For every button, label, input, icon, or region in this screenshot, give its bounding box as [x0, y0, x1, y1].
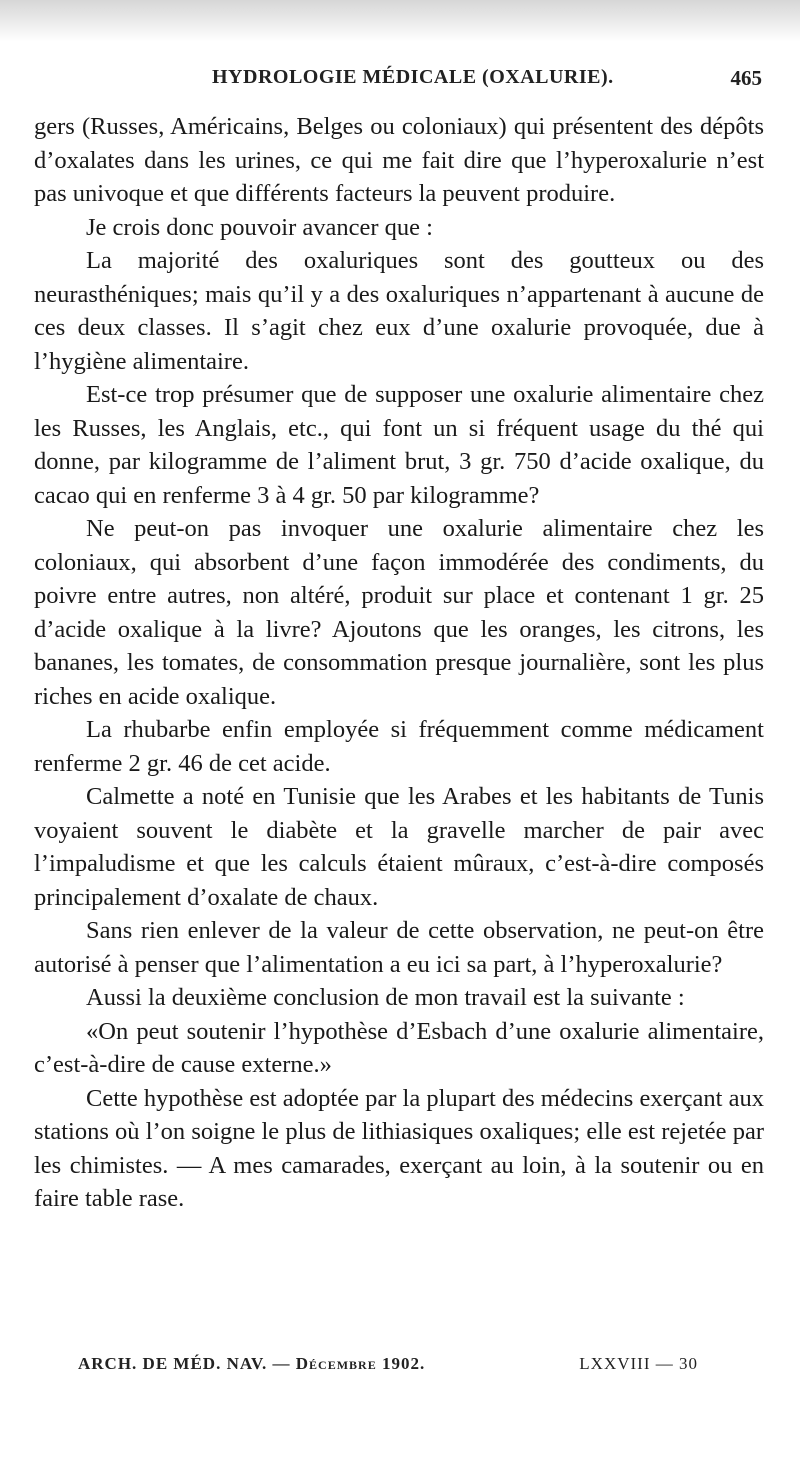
- paragraph: Je crois donc pouvoir avancer que :: [86, 213, 433, 241]
- paragraph: Calmette a noté en Tunisie que les Arabes et les habitants de Tunis voyaient souvent le diabète et la gravelle marcher de pair avec l’impaludisme et que les calculs étaient mûraux, c’est-à-dire composés principalement d’oxalate de chaux.: [34, 783, 764, 911]
- footer-volume-signature: LXXVIII — 30: [579, 1354, 698, 1373]
- paragraph: Est-ce trop présumer que de supposer une oxalurie alimentaire chez les Russes, les Anglais, etc., qui font un si fréquent usage du thé qui donne, par kilogramme de l’aliment brut, 3 gr. 750 d’acide oxalique, du cacao qui en renferme 3 à 4 gr. 50 par kilogramme?: [34, 381, 764, 509]
- paragraph: La rhubarbe enfin employée si fréquemment comme médicament renferme 2 gr. 46 de cet acide.: [34, 716, 764, 777]
- page-footer: [78, 1354, 698, 1384]
- paragraph: Cette hypothèse est adoptée par la plupart des médecins exerçant aux stations où l’on soigne le plus de lithiasiques oxaliques; elle est rejetée par les chimistes. — A mes camarades, exerçant au loin, à la soutenir ou en faire table rase.: [34, 1084, 764, 1212]
- paragraph: Aussi la deuxième conclusion de mon travail est la suivante :: [86, 984, 685, 1011]
- running-title: HYDROLOGIE MÉDICALE (OXALURIE).: [212, 66, 614, 88]
- footer-journal-reference: ARCH. DE MÉD. NAV. — Décembre 1902.: [78, 1354, 426, 1373]
- paragraph-continuation: gers (Russes, Américains, Belges ou coloniaux) qui présentent des dépôts d’oxalates dans les urines, ce qui me fait dire que l’hyperoxalurie n’est pas univoque et que différents facteurs la peuvent produire.: [34, 113, 764, 207]
- paragraph: Ne peut-on pas invoquer une oxalurie alimentaire chez les coloniaux, qui absorbent d’une façon immodérée des condiments, du poivre entre autres, non altéré, produit sur place et contenant 1 gr. 25 d’acide oxalique à la livre? Ajoutons que les oranges, les citrons, les bananes, les tomates, de consommation presque journalière, sont les plus riches en acide oxalique.: [34, 515, 764, 710]
- paragraph: Sans rien enlever de la valeur de cette observation, ne peut-on être autorisé à penser que l’alimentation a eu ici sa part, à l’hyperoxalurie?: [34, 917, 764, 978]
- scan-edge-shading: [0, 0, 800, 42]
- page-number: 465: [730, 66, 762, 90]
- conclusion-quote: «On peut soutenir l’hypothèse d’Esbach d’une oxalurie alimentaire, c’est-à-dire de cause externe.»: [34, 1017, 764, 1078]
- body-text: [34, 110, 764, 1216]
- paragraph: La majorité des oxaluriques sont des goutteux ou des neurasthéniques; mais qu’il y a des oxaluriques n’appartenant à aucune de ces deux classes. Il s’agit chez eux d’une oxalurie provoquée, due à l’hygiène alimentaire.: [34, 247, 764, 375]
- running-header: [60, 66, 768, 96]
